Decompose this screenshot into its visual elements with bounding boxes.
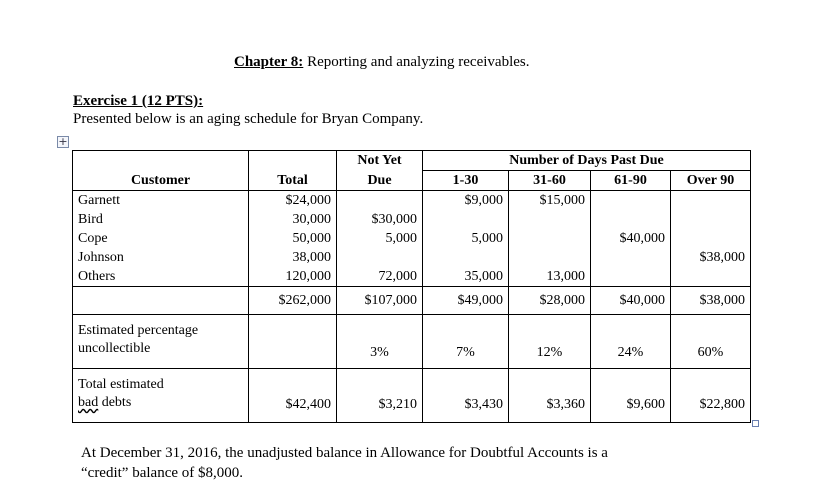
bad-debts-row (73, 369, 751, 423)
exercise-title: Exercise 1 (12 PTS): (73, 93, 204, 109)
over-90-value (676, 267, 745, 286)
over-90-value: $38,000 (699, 250, 745, 265)
header-due: Due (337, 171, 423, 191)
d31-60-total: $28,000 (509, 287, 591, 315)
d31-60-value (514, 248, 585, 267)
over-90-values-cell (671, 191, 751, 287)
move-handle-icon[interactable]: + (58, 135, 68, 148)
total-value: 30,000 (292, 212, 331, 227)
customer-names-cell (73, 191, 249, 287)
totals-row (73, 287, 751, 315)
d1-30-value: 5,000 (471, 231, 503, 246)
chapter-text: Reporting and analyzing receivables. (303, 54, 530, 70)
d61-90-pct: 24% (591, 315, 671, 369)
d1-30-values-cell (423, 191, 509, 287)
not-yet-total: $107,000 (337, 287, 423, 315)
d1-30-value: 35,000 (464, 269, 503, 284)
over-90-bad-debts: $22,800 (671, 369, 751, 423)
d31-60-value: $15,000 (539, 193, 585, 208)
d31-60-pct: 12% (509, 315, 591, 369)
d61-90-total: $40,000 (591, 287, 671, 315)
d1-30-bad-debts: $3,430 (423, 369, 509, 423)
d61-90-value: $40,000 (619, 231, 665, 246)
d61-90-bad-debts: $9,600 (591, 369, 671, 423)
header-over-90: Over 90 (671, 171, 751, 191)
bad-debts-label-rest: debts (98, 395, 132, 410)
header-row-1 (73, 151, 751, 171)
header-total-top (249, 151, 337, 171)
customer-name: Others (78, 269, 116, 284)
total-value: 120,000 (285, 269, 331, 284)
d31-60-value (514, 210, 585, 229)
not-yet-value (342, 248, 417, 267)
header-not-yet: Not Yet (337, 151, 423, 171)
not-yet-values-cell (337, 191, 423, 287)
percentage-label-line: uncollectible (78, 341, 151, 356)
not-yet-pct: 3% (337, 315, 423, 369)
customer-name: Cope (78, 231, 108, 246)
not-yet-value (342, 191, 417, 210)
d1-30-value: $9,000 (464, 193, 503, 208)
header-1-30: 1-30 (423, 171, 509, 191)
header-customer: Customer (73, 171, 249, 191)
d1-30-value (428, 210, 503, 229)
chapter-label: Chapter 8: (234, 54, 304, 70)
d61-90-value (596, 210, 665, 229)
percentage-label-line: Estimated percentage (78, 323, 199, 338)
total-value: $24,000 (285, 193, 331, 208)
d1-30-pct: 7% (423, 315, 509, 369)
over-90-value (676, 191, 745, 210)
spellcheck-word: bad (78, 395, 99, 410)
chapter-heading (234, 54, 529, 71)
aging-schedule-table (72, 150, 751, 423)
header-total: Total (249, 171, 337, 191)
d31-60-value (514, 229, 585, 248)
header-days-past-due: Number of Days Past Due (423, 151, 751, 171)
d61-90-values-cell (591, 191, 671, 287)
d61-90-value (596, 248, 665, 267)
total-values-cell (249, 191, 337, 287)
grand-total: $262,000 (249, 287, 337, 315)
bad-debts-total: $42,400 (249, 369, 337, 423)
percentage-total-cell (249, 315, 337, 369)
over-90-pct: 60% (671, 315, 751, 369)
d61-90-value (596, 191, 665, 210)
d1-30-total: $49,000 (423, 287, 509, 315)
total-value: 50,000 (292, 231, 331, 246)
d31-60-values-cell (509, 191, 591, 287)
not-yet-value: 72,000 (378, 269, 417, 284)
header-61-90: 61-90 (591, 171, 671, 191)
footer-line: “credit” balance of $8,000. (81, 465, 244, 481)
total-value: 38,000 (292, 250, 331, 265)
footer-line: At December 31, 2016, the unadjusted balance in Allowance for Doubtful Accounts is a (81, 445, 608, 461)
d61-90-value (596, 267, 665, 286)
percentage-row (73, 315, 751, 369)
percentage-label (73, 315, 249, 369)
bad-debts-label (73, 369, 249, 423)
header-customer-top (73, 151, 249, 171)
header-31-60: 31-60 (509, 171, 591, 191)
d31-60-bad-debts: $3,360 (509, 369, 591, 423)
not-yet-bad-debts: $3,210 (337, 369, 423, 423)
customer-name: Garnett (78, 193, 120, 208)
customer-name: Johnson (78, 250, 124, 265)
bad-debts-label-line (78, 394, 243, 412)
customer-name: Bird (78, 212, 103, 227)
exercise-subtitle: Presented below is an aging schedule for Bryan Company. (73, 111, 424, 127)
over-90-value (676, 229, 745, 248)
bad-debts-label-line: Total estimated (78, 377, 164, 392)
d31-60-value: 13,000 (546, 269, 585, 284)
totals-label-cell (73, 287, 249, 315)
header-row-2 (73, 171, 751, 191)
footer-paragraph (81, 443, 608, 483)
over-90-total: $38,000 (671, 287, 751, 315)
d1-30-value (428, 248, 503, 267)
not-yet-value: 5,000 (385, 231, 417, 246)
over-90-value (676, 210, 745, 229)
resize-handle-icon[interactable] (752, 420, 759, 427)
not-yet-value: $30,000 (371, 212, 417, 227)
customer-rows (73, 191, 751, 287)
